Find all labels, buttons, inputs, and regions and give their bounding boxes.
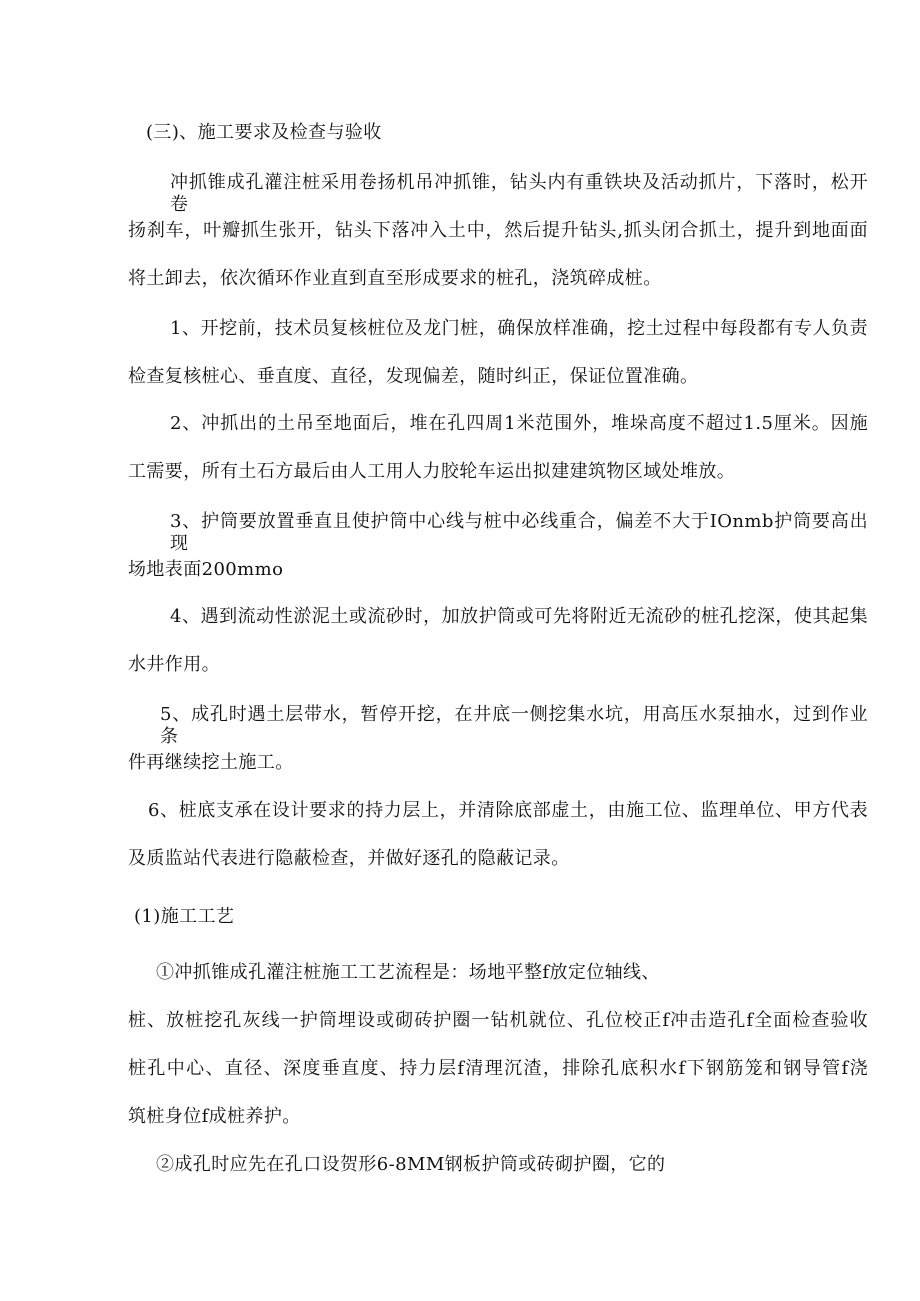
paragraph-line: 5、成孔时遇土层带水，暂停开挖，在井底一侧挖集水坑，用高压水泵抽水，过到作业条 bbox=[160, 704, 868, 747]
process-line: ①冲抓锥成孔灌注桩施工工艺流程是：场地平整f放定位轴线、 bbox=[156, 962, 660, 983]
paragraph-line: 检查复核桩心、垂直度、直径，发现偏差，随时纠正，保证位置准确。 bbox=[128, 366, 699, 387]
paragraph-line: 及质监站代表进行隐蔽检查，并做好逐孔的隐蔽记录。 bbox=[128, 848, 570, 869]
process-line: 筑桩身位f成桩养护。 bbox=[128, 1106, 301, 1127]
paragraph-line: 4、遇到流动性淤泥土或流砂时，加放护筒或可先将附近无流砂的桩孔挖深，使其起集 bbox=[170, 606, 868, 627]
paragraph-line: 工需要，所有土石方最后由人工用人力胶轮车运出拟建建筑物区域处堆放。 bbox=[128, 461, 736, 482]
paragraph-line: 1、开挖前，技术员复核桩位及龙门桩，确保放样准确，挖土过程中每段都有专人负责 bbox=[170, 318, 868, 339]
paragraph-line: 3、护筒要放置垂直且使护筒中心线与桩中必线重合，偏差不大于IOnmb护筒要高出现 bbox=[170, 511, 868, 554]
subsection-heading: (1)施工工艺 bbox=[134, 906, 235, 927]
paragraph-line: 件再继续挖土施工。 bbox=[128, 752, 294, 773]
process-line: ②成孔时应先在孔口设贺形6-8MM钢板护筒或砖砌护圈，它的 bbox=[156, 1154, 666, 1175]
section-heading: (三)、施工要求及检查与验收 bbox=[146, 122, 382, 143]
process-line: 桩孔中心、直径、深度垂直度、持力层f清理沉渣，排除孔底积水f下钢筋笼和钢导管f浇 bbox=[128, 1058, 868, 1079]
paragraph-line: 2、冲抓出的土吊至地面后，堆在孔四周1米范围外，堆垛高度不超过1.5厘米。因施 bbox=[170, 413, 868, 434]
process-line: 桩、放桩挖孔灰线一护筒埋设或砌砖护圈一钻机就位、孔位校正f冲击造孔f全面检查验收 bbox=[128, 1010, 868, 1031]
paragraph-line: 扬刹车，叶瓣抓生张开，钻头下落冲入土中，然后提升钻头,抓头闭合抓土，提升到地面面 bbox=[128, 220, 868, 241]
paragraph-line: 冲抓锥成孔灌注桩采用卷扬机吊冲抓锥，钻头内有重铁块及活动抓片，下落时，松开卷 bbox=[170, 172, 868, 215]
paragraph-line: 水井作用。 bbox=[128, 654, 220, 675]
paragraph-line: 6、桩底支承在设计要求的持力层上，并清除底部虚土，由施工位、监理单位、甲方代表 bbox=[148, 800, 868, 821]
paragraph-line: 场地表面200mmo bbox=[128, 559, 284, 580]
paragraph-line: 将土卸去，依次循环作业直到直至形成要求的桩孔，浇筑碎成桩。 bbox=[128, 268, 662, 289]
